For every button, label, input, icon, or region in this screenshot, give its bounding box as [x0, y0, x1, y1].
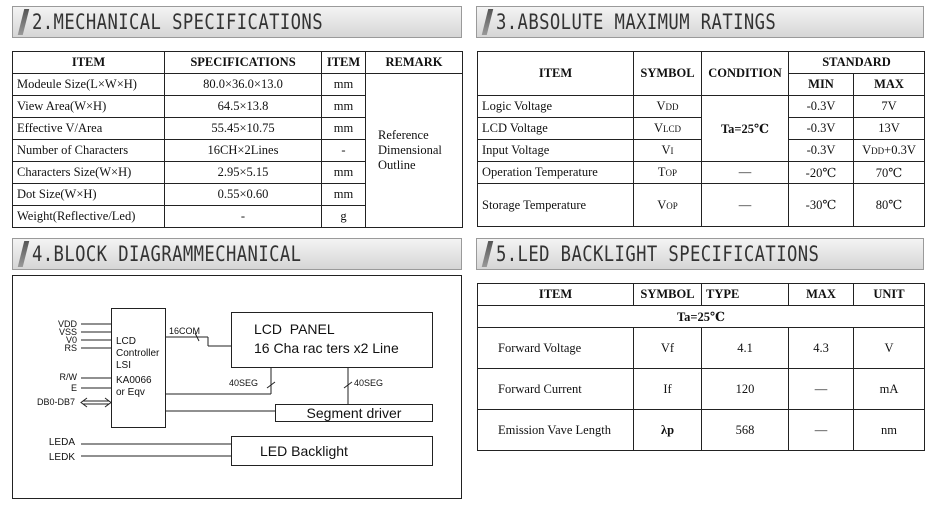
table-row [478, 140, 925, 162]
cell-unit: mm [322, 118, 366, 140]
controller-line: LCD [116, 336, 137, 347]
block-diagram-wiring [13, 276, 463, 500]
col-header: ITEM [478, 284, 634, 306]
table-row [13, 74, 463, 96]
col-header: ITEM [322, 52, 366, 74]
col-header: SPECIFICATIONS [165, 52, 322, 74]
cell-type: 568 [702, 410, 789, 451]
cell-item: Emission Vave Length [478, 410, 634, 451]
cell-item: Forward Voltage [478, 328, 634, 369]
col-header-symbol: SYMBOL [634, 52, 702, 96]
cell-condition: Ta=25℃ [702, 96, 789, 162]
com-label: 16COM [169, 326, 201, 336]
controller-line: or Eqv [116, 387, 145, 398]
remark-line: Outline [378, 158, 416, 172]
cell-remark [366, 74, 463, 228]
block-diagram-panel [12, 275, 462, 499]
cell-min: -20℃ [789, 162, 854, 184]
controller-line: LSI [116, 360, 132, 371]
cell-condition: — [702, 162, 789, 184]
table-row [478, 118, 925, 140]
cell-spec: 16CH×2Lines [165, 140, 322, 162]
cell-max: Vdd+0.3V [854, 140, 925, 162]
led-backlight-label: LED Backlight [260, 443, 348, 459]
cell-symbol: Vdd [634, 96, 702, 118]
signal-label-vdd: VDD [57, 319, 77, 329]
signal-label-e: E [70, 383, 77, 393]
cell-max: — [789, 369, 854, 410]
section-title: 5.LED BACKLIGHT SPECIFICATIONS [496, 242, 820, 266]
signal-label-rw: R/W [59, 372, 77, 382]
cell-item: Dot Size(W×H) [13, 184, 165, 206]
led-backlight-table [477, 283, 925, 451]
cell-max: 4.3 [789, 328, 854, 369]
segment-driver-block [275, 404, 433, 422]
cell-unit: mm [322, 184, 366, 206]
cell-max: — [789, 410, 854, 451]
cell-unit: mm [322, 162, 366, 184]
cell-spec: 0.55×0.60 [165, 184, 322, 206]
cell-max: 7V [854, 96, 925, 118]
header-accent-bar [18, 9, 29, 35]
signal-label-v0: V0 [65, 335, 77, 345]
cell-item: Weight(Reflective/Led) [13, 206, 165, 228]
col-header: REMARK [366, 52, 463, 74]
col-header-item: ITEM [478, 52, 634, 96]
section-title: 2.MECHANICAL SPECIFICATIONS [32, 10, 323, 34]
table-row [478, 410, 925, 451]
cell-item: View Area(W×H) [13, 96, 165, 118]
signal-label-rs: RS [64, 343, 77, 353]
header-accent-bar [482, 241, 493, 267]
remark-line: Dimensional [378, 143, 442, 157]
remark-line: Reference [378, 128, 429, 142]
cell-unit: mm [322, 74, 366, 96]
cell-unit: mA [854, 369, 925, 410]
cell-unit: nm [854, 410, 925, 451]
section-title: 3.ABSOLUTE MAXIMUM RATINGS [496, 10, 777, 34]
cell-unit: V [854, 328, 925, 369]
cell-spec: 55.45×10.75 [165, 118, 322, 140]
section-header-led [476, 238, 924, 270]
cell-item: Effective V/Area [13, 118, 165, 140]
led-backlight-block [231, 436, 433, 466]
cell-unit: - [322, 140, 366, 162]
cell-min: -0.3V [789, 118, 854, 140]
controller-line: Controller [116, 348, 160, 359]
cell-item: Modeule Size(L×W×H) [13, 74, 165, 96]
cell-condition: — [702, 184, 789, 227]
signal-label-vss: VSS [58, 327, 77, 337]
cell-unit: g [322, 206, 366, 228]
cell-symbol: Vi [634, 140, 702, 162]
table-header-row [13, 52, 463, 74]
col-header: SYMBOL [634, 284, 702, 306]
header-accent-bar [482, 9, 493, 35]
panel-line: LCD PANEL [254, 321, 335, 337]
section-header-absolute [476, 6, 924, 38]
col-header: UNIT [854, 284, 925, 306]
section-header-block [12, 238, 462, 270]
cell-spec: 80.0×36.0×13.0 [165, 74, 322, 96]
panel-line: 16 Cha rac ters x2 Line [254, 340, 399, 356]
table-row [478, 328, 925, 369]
cell-type: 4.1 [702, 328, 789, 369]
col-header: TYPE [702, 284, 789, 306]
lcd-panel-block [231, 312, 433, 368]
table-header-row [478, 284, 925, 306]
cell-symbol: If [634, 369, 702, 410]
cell-item: Forward Current [478, 369, 634, 410]
cell-condition: Ta=25℃ [478, 306, 925, 328]
cell-item: Logic Voltage [478, 96, 634, 118]
cell-item: Operation Temperature [478, 162, 634, 184]
cell-item: Number of Characters [13, 140, 165, 162]
col-header-standard: STANDARD [789, 52, 925, 74]
section-title: 4.BLOCK DIAGRAMMECHANICAL [32, 242, 302, 266]
cell-symbol: Vf [634, 328, 702, 369]
col-header-condition: CONDITION [702, 52, 789, 96]
signal-label-db: DB0-DB7 [36, 397, 75, 407]
col-header-min: MIN [789, 74, 854, 96]
header-accent-bar [18, 241, 29, 267]
cell-symbol: Vop [634, 184, 702, 227]
signal-label-leda: LEDA [48, 437, 75, 448]
cell-spec: 64.5×13.8 [165, 96, 322, 118]
col-header: MAX [789, 284, 854, 306]
cell-symbol: λp [634, 410, 702, 451]
cell-symbol: Top [634, 162, 702, 184]
cell-min: -0.3V [789, 96, 854, 118]
col-header-max: MAX [854, 74, 925, 96]
cell-min: -0.3V [789, 140, 854, 162]
mechanical-specs-table [12, 51, 463, 228]
seg-label-1: 40SEG [229, 378, 259, 388]
cell-max: 70℃ [854, 162, 925, 184]
absolute-ratings-table [477, 51, 925, 227]
col-header: ITEM [13, 52, 165, 74]
controller-block [111, 308, 166, 428]
table-header-row [478, 52, 925, 74]
cell-unit: mm [322, 96, 366, 118]
cell-symbol: Vlcd [634, 118, 702, 140]
signal-label-ledk: LEDK [48, 452, 75, 463]
table-row [478, 96, 925, 118]
cell-item: Input Voltage [478, 140, 634, 162]
controller-line: KA0066 [116, 375, 152, 386]
cell-min: -30℃ [789, 184, 854, 227]
table-row [478, 184, 925, 227]
table-row [478, 162, 925, 184]
cell-item: Characters Size(W×H) [13, 162, 165, 184]
cell-max: 13V [854, 118, 925, 140]
table-condition-row [478, 306, 925, 328]
seg-label-2: 40SEG [354, 378, 384, 388]
cell-item: Storage Temperature [478, 184, 634, 227]
cell-type: 120 [702, 369, 789, 410]
table-row [478, 369, 925, 410]
cell-spec: 2.95×5.15 [165, 162, 322, 184]
segment-driver-label: Segment driver [306, 405, 402, 421]
section-header-mechanical [12, 6, 462, 38]
cell-item: LCD Voltage [478, 118, 634, 140]
cell-spec: - [165, 206, 322, 228]
cell-max: 80℃ [854, 184, 925, 227]
